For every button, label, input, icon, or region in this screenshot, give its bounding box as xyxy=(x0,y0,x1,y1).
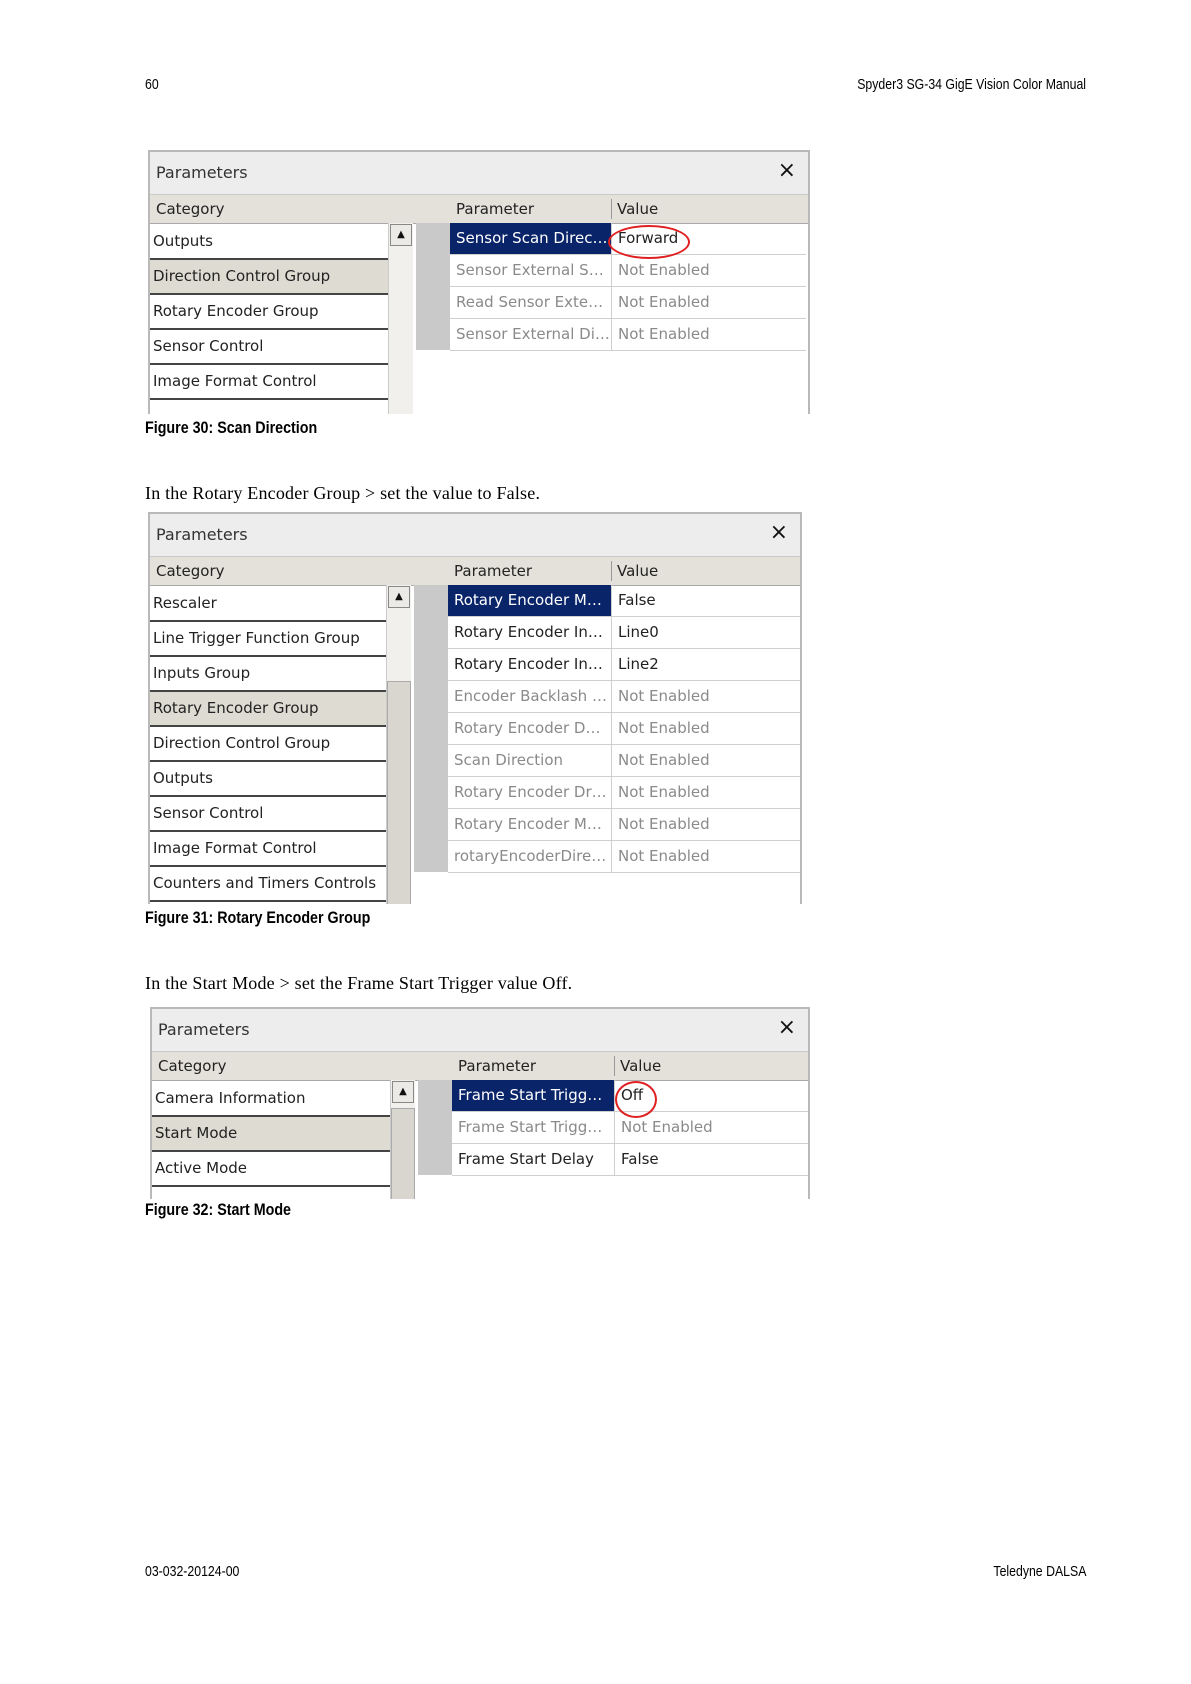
table-row[interactable] xyxy=(448,809,800,841)
parameter-name: Rotary Encoder M… xyxy=(448,809,612,840)
page-number: 60 xyxy=(145,76,159,93)
parameter-name: Scan Direction xyxy=(448,745,612,776)
parameter-name: Sensor Scan Direc… xyxy=(450,223,612,254)
category-item-line-trigger-function-group[interactable]: Line Trigger Function Group xyxy=(150,622,386,657)
column-header-bar xyxy=(150,557,800,586)
category-item-direction-control-group[interactable]: Direction Control Group xyxy=(150,260,388,295)
doc-number: 03-032-20124-00 xyxy=(145,1563,240,1580)
parameter-name: Rotary Encoder D… xyxy=(448,713,612,744)
table-row[interactable] xyxy=(448,617,800,649)
category-list xyxy=(152,1082,390,1199)
parameters-dialog-start-mode xyxy=(150,1007,810,1199)
scroll-up-arrow-icon[interactable]: ▲ xyxy=(392,1081,414,1103)
dialog-title-bar xyxy=(150,152,808,195)
dialog-title: Parameters xyxy=(158,1020,250,1039)
parameter-value[interactable]: False xyxy=(618,591,656,609)
table-row[interactable] xyxy=(452,1144,808,1176)
table-row[interactable] xyxy=(450,255,806,287)
figure-31-caption: Figure 31: Rotary Encoder Group xyxy=(145,908,371,927)
parameter-name: rotaryEncoderDire… xyxy=(448,841,612,872)
parameter-value[interactable]: Not Enabled xyxy=(621,1118,713,1136)
category-item-rotary-encoder-group[interactable]: Rotary Encoder Group xyxy=(150,692,386,727)
category-item-counters-and-timers-controls[interactable]: Counters and Timers Controls xyxy=(150,867,386,902)
dialog-title-bar xyxy=(152,1009,808,1052)
category-item-active-mode[interactable]: Active Mode xyxy=(152,1152,390,1187)
parameter-table xyxy=(452,1080,808,1176)
parameter-table xyxy=(450,223,806,351)
table-row[interactable] xyxy=(450,287,806,319)
category-scrollbar[interactable] xyxy=(386,585,411,904)
parameter-name: Encoder Backlash … xyxy=(448,681,612,712)
category-item-start-mode[interactable]: Start Mode xyxy=(152,1117,390,1152)
parameter-value[interactable]: Off xyxy=(621,1086,644,1104)
table-row[interactable] xyxy=(448,585,800,617)
dialog-title: Parameters xyxy=(156,525,248,544)
parameter-value[interactable]: Not Enabled xyxy=(618,325,710,343)
parameter-value[interactable]: Not Enabled xyxy=(618,847,710,865)
parameters-dialog-scan-direction xyxy=(148,150,810,414)
category-scrollbar[interactable] xyxy=(390,1080,415,1199)
parameter-value[interactable]: Line2 xyxy=(618,655,659,673)
category-column-header[interactable]: Category xyxy=(158,1057,227,1075)
instruction-rotary-encoder: In the Rotary Encoder Group > set the value to False. xyxy=(145,483,541,503)
parameter-name: Read Sensor Exte… xyxy=(450,287,612,318)
category-column-header[interactable]: Category xyxy=(156,200,225,218)
category-item-direction-control-group[interactable]: Direction Control Group xyxy=(150,727,386,762)
parameter-name: Rotary Encoder In… xyxy=(448,649,612,680)
category-item-sensor-control[interactable]: Sensor Control xyxy=(150,797,386,832)
parameter-value[interactable]: Not Enabled xyxy=(618,687,710,705)
table-row[interactable] xyxy=(452,1112,808,1144)
column-header-bar xyxy=(152,1052,808,1081)
category-item-inputs-group[interactable]: Inputs Group xyxy=(150,657,386,692)
parameter-value[interactable]: Forward xyxy=(618,229,679,247)
close-icon[interactable]: × xyxy=(769,520,788,545)
value-column-header[interactable]: Value xyxy=(617,200,659,218)
parameter-name: Rotary Encoder M… xyxy=(448,585,612,616)
parameter-column-header[interactable]: Parameter xyxy=(454,562,533,580)
table-row[interactable] xyxy=(450,319,806,351)
parameter-column-header[interactable]: Parameter xyxy=(458,1057,537,1075)
close-icon[interactable]: × xyxy=(777,1015,796,1040)
scrollbar-thumb[interactable] xyxy=(391,1108,415,1199)
category-column-header[interactable]: Category xyxy=(156,562,225,580)
figure-30-caption: Figure 30: Scan Direction xyxy=(145,418,318,437)
value-column-header[interactable]: Value xyxy=(617,562,659,580)
category-list xyxy=(150,587,386,904)
category-item-sensor-control[interactable]: Sensor Control xyxy=(150,330,388,365)
category-list xyxy=(150,225,388,414)
category-item-outputs[interactable]: Outputs xyxy=(150,762,386,797)
parameter-value[interactable]: Line0 xyxy=(618,623,659,641)
parameter-value[interactable]: Not Enabled xyxy=(618,783,710,801)
close-icon[interactable]: × xyxy=(777,158,796,183)
category-item-outputs[interactable]: Outputs xyxy=(150,225,388,260)
parameter-value[interactable]: Not Enabled xyxy=(618,293,710,311)
table-row[interactable] xyxy=(450,223,806,255)
table-row[interactable] xyxy=(448,841,800,873)
column-header-bar xyxy=(150,195,808,224)
parameter-name: Sensor External S… xyxy=(450,255,612,286)
table-row[interactable] xyxy=(448,681,800,713)
parameter-name: Rotary Encoder Dr… xyxy=(448,777,612,808)
parameter-name: Frame Start Trigg… xyxy=(452,1080,615,1111)
dialog-title: Parameters xyxy=(156,163,248,182)
parameter-column-header[interactable]: Parameter xyxy=(456,200,535,218)
category-item-rescaler[interactable]: Rescaler xyxy=(150,587,386,622)
parameter-value[interactable]: False xyxy=(621,1150,659,1168)
table-row[interactable] xyxy=(448,649,800,681)
parameter-name: Frame Start Trigg… xyxy=(452,1112,615,1143)
manual-title: Spyder3 SG-34 GigE Vision Color Manual xyxy=(857,76,1086,93)
parameter-name: Rotary Encoder In… xyxy=(448,617,612,648)
dialog-title-bar xyxy=(150,514,800,557)
scroll-up-arrow-icon[interactable]: ▲ xyxy=(388,586,410,608)
scrollbar-thumb[interactable] xyxy=(387,681,411,904)
table-row[interactable] xyxy=(452,1080,808,1112)
parameter-value[interactable]: Not Enabled xyxy=(618,719,710,737)
instruction-start-mode: In the Start Mode > set the Frame Start Trigger value Off. xyxy=(145,973,573,993)
category-scrollbar[interactable] xyxy=(388,223,413,414)
company-name: Teledyne DALSA xyxy=(993,1563,1086,1580)
parameter-name: Sensor External Di… xyxy=(450,319,612,350)
category-item-image-format-control[interactable]: Image Format Control xyxy=(150,365,388,400)
table-row[interactable] xyxy=(448,745,800,777)
table-row[interactable] xyxy=(448,713,800,745)
parameter-name: Frame Start Delay xyxy=(452,1144,615,1175)
parameter-value[interactable]: Not Enabled xyxy=(618,261,710,279)
scroll-up-arrow-icon[interactable]: ▲ xyxy=(390,224,412,246)
category-item-image-format-control[interactable]: Image Format Control xyxy=(150,832,386,867)
category-item-rotary-encoder-group[interactable]: Rotary Encoder Group xyxy=(150,295,388,330)
value-column-header[interactable]: Value xyxy=(620,1057,662,1075)
parameter-table xyxy=(448,585,800,873)
parameters-dialog-rotary-encoder xyxy=(148,512,802,904)
figure-32-caption: Figure 32: Start Mode xyxy=(145,1200,292,1219)
table-row[interactable] xyxy=(448,777,800,809)
parameter-value[interactable]: Not Enabled xyxy=(618,751,710,769)
parameter-value[interactable]: Not Enabled xyxy=(618,815,710,833)
category-item-camera-information[interactable]: Camera Information xyxy=(152,1082,390,1117)
